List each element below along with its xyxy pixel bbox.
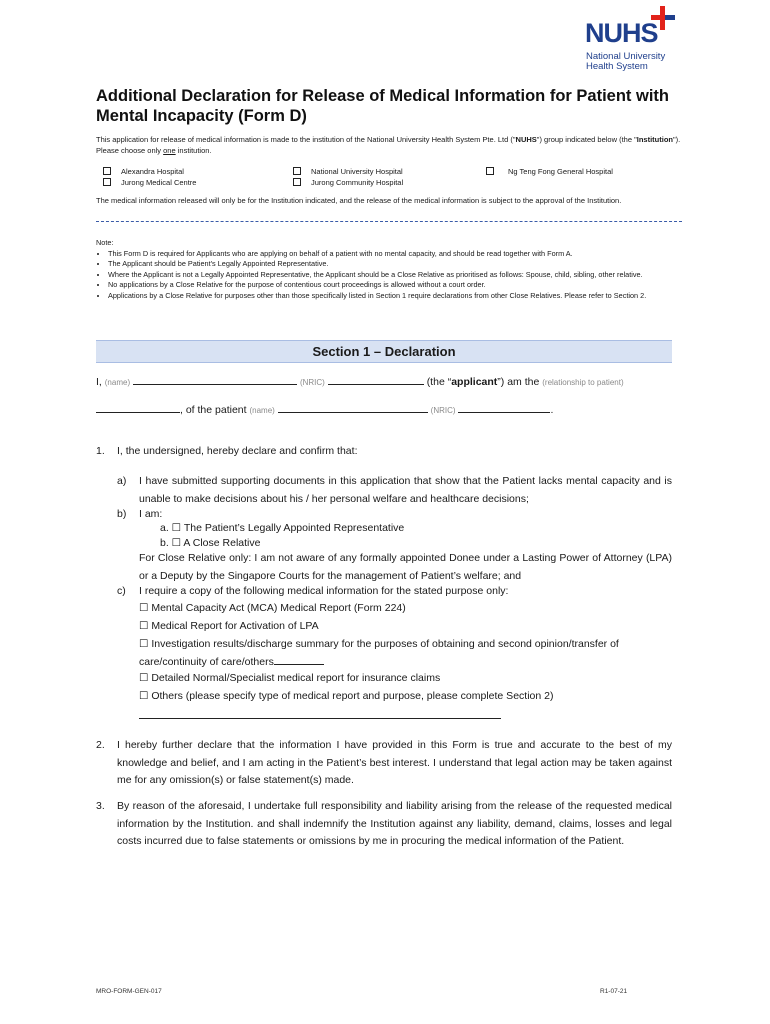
checkbox[interactable] — [103, 178, 111, 186]
item-2-number: 2. — [96, 739, 105, 751]
section-1-header: Section 1 – Declaration — [96, 340, 672, 363]
note-item: • Where the Applicant is not a Legally Appointed Representative, the Applicant should be a Close Relative as prioritised as follows: Spouse, child, sibling, other relative. — [108, 270, 686, 281]
form-title: Additional Declaration for Release of Medical Information for Patient with Mental Incapacity (Form D) — [96, 87, 669, 125]
item-b-label: b) — [117, 508, 127, 520]
notes-block — [96, 238, 686, 301]
item-3-number: 3. — [96, 800, 105, 812]
note-item: • The Applicant should be Patient's Legally Appointed Representative. — [108, 259, 686, 270]
option-mca-report[interactable]: ☐ Mental Capacity Act (MCA) Medical Report (Form 224) — [139, 602, 406, 614]
others-specify-field[interactable] — [139, 718, 501, 719]
patient-name-field[interactable] — [278, 402, 428, 413]
form-code: MRO-FORM-GEN-017 — [96, 988, 162, 995]
patient-nric-field[interactable] — [458, 402, 550, 413]
item-c-label: c) — [117, 585, 126, 597]
note-item: • Applications by a Close Relative for purposes other than those specifically listed in Section 1 require declarations from other Close Relatives. Please refer to Section 2. — [108, 291, 686, 302]
applicant-name-field[interactable] — [133, 374, 297, 385]
item-a-text: I have submitted supporting documents in this application that show that the Patient lacks mental capacity and is unable to make decisions about his / her personal welfare and healthcare decisions; — [139, 475, 672, 505]
option-close-relative[interactable]: b. ☐ A Close Relative — [160, 537, 261, 549]
item-c-text: I require a copy of the following medical information for the stated purpose only: — [139, 585, 509, 597]
revision-code: R1-07-21 — [600, 988, 628, 995]
institution-option-jurong-community[interactable]: Jurong Community Hospital — [293, 177, 403, 188]
declaration-line-2: , of the patient (name) (NRIC) . — [96, 402, 553, 416]
option-others[interactable]: ☐ Others (please specify type of medical report and purpose, please complete Section 2) — [139, 690, 554, 702]
checkbox[interactable] — [486, 167, 494, 175]
institution-option-ng-teng-fong[interactable]: Ng Teng Fong General Hospital — [486, 166, 613, 177]
item-3-text: By reason of the aforesaid, I undertake full responsibility and liability arising from the release of the requested medical information by the Institution. and shall indemnify the Institution against any liability, demand, claims, losses and legal costs incurred due to false statements or omissions by me in procuring the medical information of the Patient. — [117, 800, 672, 847]
institution-option-nuh[interactable]: National University Hospital — [293, 166, 403, 177]
others-blank-field[interactable] — [274, 654, 324, 665]
note-item: • This Form D is required for Applicants who are applying on behalf of a patient with no mental capacity, and should be read together with Form A. — [108, 249, 686, 260]
option-investigation-results[interactable]: ☐ Investigation results/discharge summary for the purposes of obtaining and second opinion/transfer of care/continuity of care/others — [139, 638, 619, 668]
relationship-field[interactable] — [96, 402, 180, 413]
option-legally-appointed[interactable]: a. ☐ The Patient’s Legally Appointed Representative — [160, 522, 405, 534]
option-insurance-report[interactable]: ☐ Detailed Normal/Specialist medical report for insurance claims — [139, 672, 441, 684]
declaration-line-1: I, (name) (NRIC) (the “applicant”) am the (relationship to patient) — [96, 376, 624, 388]
institution-option-jurong-medical[interactable]: Jurong Medical Centre — [103, 177, 196, 188]
institution-option-alexandra[interactable]: Alexandra Hospital — [103, 166, 184, 177]
close-relative-statement: For Close Relative only: I am not aware of any formally appointed Donee under a Lasting Power of Attorney (LPA) or a Deputy by the Singapore Courts for the management of Patient’s welfare; and — [139, 552, 672, 582]
applicant-nric-field[interactable] — [328, 374, 424, 385]
nuhs-logo-text: NUHS — [585, 18, 658, 48]
option-lpa-report[interactable]: ☐ Medical Report for Activation of LPA — [139, 620, 319, 632]
notes-heading: Note: — [96, 238, 114, 247]
item-b-text: I am: — [139, 508, 163, 520]
item-1-number: 1. — [96, 445, 105, 457]
nuhs-logo-subtitle: National University Health System — [586, 51, 666, 72]
checkbox[interactable] — [293, 178, 301, 186]
note-item: • No applications by a Close Relative for the purpose of contentious court proceedings is allowed without a court order. — [108, 280, 686, 291]
intro-paragraph: This application for release of medical information is made to the institution of the National University Health System Pte. Ltd ("NUHS") group indicated below (the "Institution"). Please choose only one institution. — [96, 135, 681, 155]
dashed-divider — [96, 221, 682, 222]
checkbox[interactable] — [103, 167, 111, 175]
checkbox[interactable] — [293, 167, 301, 175]
item-a-label: a) — [117, 475, 127, 487]
item-2-text: I hereby further declare that the information I have provided in this Form is true and accurate to the best of my knowledge and belief, and I am acting in the Patient’s best interest. I understand that legal action may be taken against me for any omission(s) or false statement(s) made. — [117, 739, 672, 786]
item-1-text: I, the undersigned, hereby declare and confirm that: — [117, 445, 358, 457]
release-condition-text: The medical information released will only be for the Institution indicated, and the release of the medical information is subject to the approval of the Institution. — [96, 196, 622, 205]
